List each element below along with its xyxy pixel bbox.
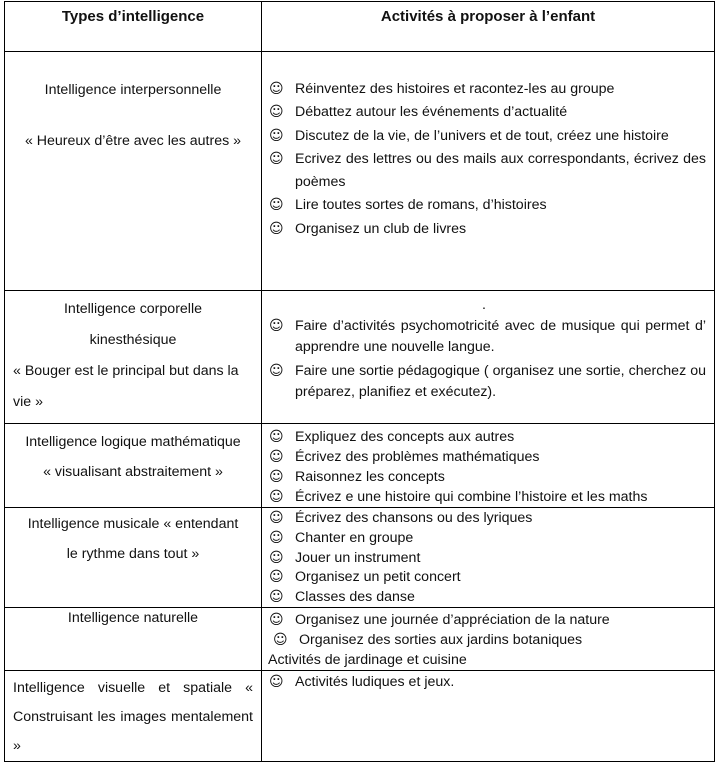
smiley-icon: ☺ [269, 674, 284, 690]
list-item: ☺ Organisez un club de livres [295, 218, 706, 241]
smiley-icon: ☺ [269, 569, 284, 586]
list-item: ☺ Faire d’activités psychomotricité avec de musique qui permet d’ apprendre une nouvelle langue. [269, 318, 706, 355]
smiley-icon: ☺ [269, 318, 284, 334]
list-item: ☺ Organisez une journée d’appréciation de la nature [269, 612, 610, 628]
list-item: ☺ Réinventez des histoires et racontez-les au groupe [295, 78, 706, 101]
row-divider [5, 290, 714, 291]
row-2-activities [262, 295, 714, 403]
list-item: ☺ Organisez un petit concert [295, 568, 706, 588]
list-item: ☺ Faire une sortie pédagogique ( organisez une sortie, cherchez ou préparez, planifiez et exécutez). [269, 363, 706, 400]
smiley-icon: ☺ [269, 449, 284, 465]
row-5-activities [262, 610, 714, 670]
header-types: Types d’intelligence [61, 8, 205, 25]
smiley-icon: ☺ [269, 510, 284, 526]
list-item: ☺ Jouer un instrument [295, 549, 706, 569]
row-6-type [5, 674, 261, 761]
type-title: Intelligence corporelle [63, 301, 203, 317]
list-item: ☺ Débattez autour les événements d’actualité [295, 101, 706, 124]
row-4-type [5, 509, 261, 569]
type-motto: « Heureux d’être avec les autres » [24, 133, 242, 149]
smiley-icon: ☺ [269, 429, 284, 445]
smiley-icon: ☺ [269, 489, 284, 505]
list-item: ☺ Discutez de la vie, de l’univers et de tout, créez une histoire [295, 125, 706, 148]
type-motto: « visualisant abstraitement » [43, 464, 223, 480]
list-item: ☺ Expliquez des concepts aux autres [269, 429, 515, 445]
type-motto: « Bouger est le principal but dans la vie » [13, 363, 239, 410]
type-title: Intelligence naturelle [67, 610, 199, 626]
type-motto: le rythme dans tout » [66, 546, 200, 562]
row-1-activities [262, 78, 714, 241]
extra-activity: Activités de jardinage et cuisine [268, 652, 467, 668]
type-title: Intelligence logique mathématique [25, 434, 241, 450]
list-item: ☺ Activités ludiques et jeux. [269, 674, 455, 690]
smiley-icon: ☺ [269, 197, 284, 214]
smiley-icon: ☺ [269, 549, 284, 566]
smiley-icon: ☺ [269, 104, 284, 121]
row-2-type [5, 294, 261, 418]
type-title: Intelligence interpersonnelle [44, 82, 222, 98]
list-item: ☺ Classes des danse [295, 588, 706, 608]
smiley-icon: ☺ [269, 127, 284, 144]
list-item: ☺ Chanter en groupe [295, 529, 706, 549]
row-1-type [5, 82, 261, 149]
row-6-activities [262, 672, 714, 692]
smiley-icon: ☺ [269, 150, 284, 167]
list-item: ☺ Raisonnez les concepts [269, 469, 445, 485]
row-3-activities [262, 427, 714, 507]
smiley-icon: ☺ [269, 589, 284, 606]
smiley-icon: ☺ [269, 612, 284, 628]
type-title-cont: kinesthésique [89, 332, 177, 348]
smiley-icon: ☺ [269, 363, 284, 379]
stray-dot: . [482, 297, 486, 313]
type-title: Intelligence visuelle et spatiale « Construisant les images mentalement » [13, 680, 253, 754]
smiley-icon: ☺ [269, 469, 284, 485]
smiley-icon: ☺ [269, 81, 284, 97]
list-item: ☺ Lire toutes sortes de romans, d’histoires [295, 194, 706, 217]
smiley-icon: ☺ [273, 632, 288, 648]
row-4-activities [262, 509, 714, 608]
smiley-icon: ☺ [269, 220, 284, 237]
list-item: ☺ Écrivez des chansons ou des lyriques [295, 509, 706, 529]
header-activities: Activités à proposer à l’enfant [380, 8, 596, 25]
intelligence-table [4, 1, 715, 762]
list-item: ☺ Organisez des sorties aux jardins botaniques [273, 632, 583, 648]
row-divider [5, 423, 714, 424]
row-divider [5, 670, 714, 671]
list-item: ☺ Écrivez des problèmes mathématiques [269, 449, 540, 465]
type-title: Intelligence musicale « entendant [27, 516, 239, 532]
row-divider [5, 507, 714, 508]
list-item: ☺ Ecrivez des lettres ou des mails aux correspondants, écrivez des poèmes [295, 148, 706, 195]
list-item: ☺ Écrivez e une histoire qui combine l’histoire et les maths [269, 489, 648, 505]
row-3-type [5, 427, 261, 487]
smiley-icon: ☺ [269, 529, 284, 546]
row-5-type [5, 610, 261, 626]
row-divider [5, 51, 714, 52]
